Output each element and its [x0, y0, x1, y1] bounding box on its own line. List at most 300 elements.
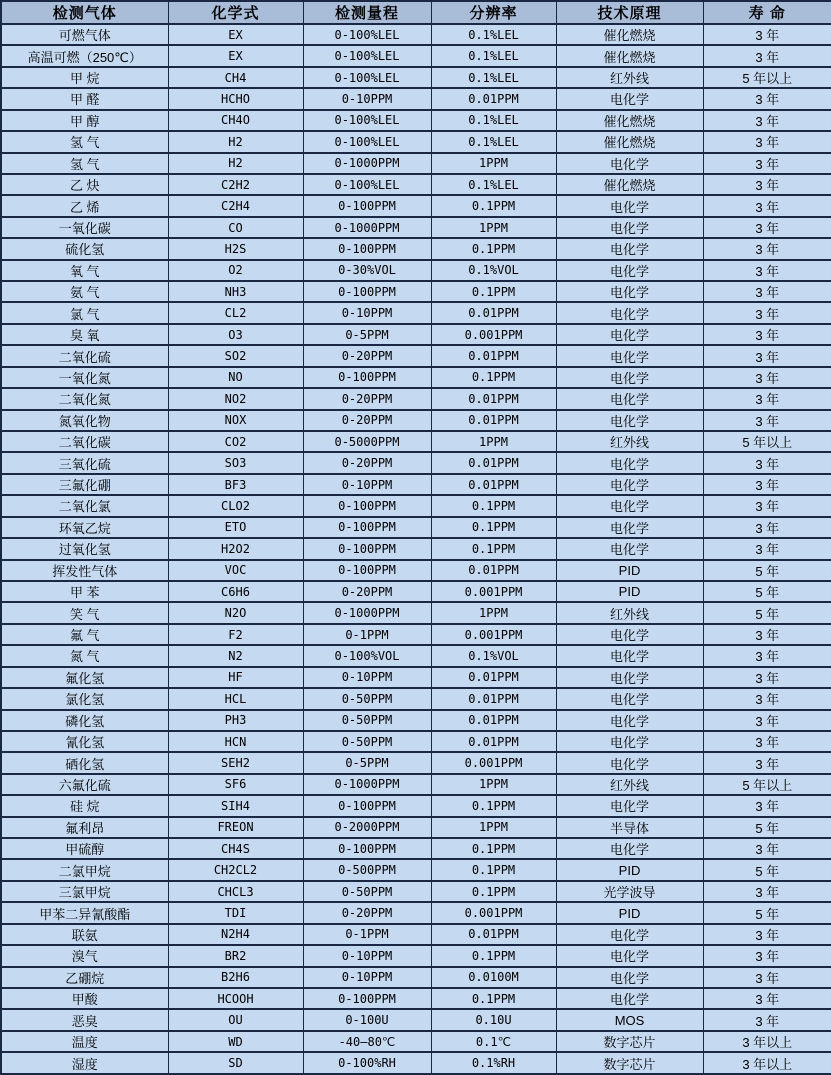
cell-principle: 电化学 [556, 667, 703, 688]
cell-gas-name: 氟化氢 [1, 667, 168, 688]
cell-formula: NO2 [168, 388, 303, 409]
cell-resolution: 0.1%LEL [431, 67, 556, 88]
cell-lifespan: 3 年 [703, 110, 831, 131]
cell-range: 0-100PPM [303, 281, 431, 302]
cell-lifespan: 3 年 [703, 710, 831, 731]
cell-lifespan: 5 年以上 [703, 774, 831, 795]
cell-resolution: 1PPM [431, 153, 556, 174]
cell-gas-name: 挥发性气体 [1, 560, 168, 581]
cell-formula: N2H4 [168, 924, 303, 945]
cell-formula: CO2 [168, 431, 303, 452]
cell-principle: 电化学 [556, 538, 703, 559]
cell-lifespan: 3 年 [703, 88, 831, 109]
cell-resolution: 0.01PPM [431, 560, 556, 581]
header-row [1, 1, 831, 24]
cell-gas-name: 三氧化硫 [1, 452, 168, 473]
cell-formula: BR2 [168, 945, 303, 966]
cell-lifespan: 5 年 [703, 817, 831, 838]
cell-formula: PH3 [168, 710, 303, 731]
cell-gas-name: 高温可燃（250℃） [1, 45, 168, 66]
cell-resolution: 0.1PPM [431, 238, 556, 259]
cell-formula: CH4S [168, 838, 303, 859]
cell-lifespan: 5 年 [703, 602, 831, 623]
cell-range: 0-50PPM [303, 731, 431, 752]
cell-principle: 半导体 [556, 817, 703, 838]
cell-principle: 电化学 [556, 731, 703, 752]
cell-lifespan: 3 年 [703, 881, 831, 902]
cell-principle: 电化学 [556, 281, 703, 302]
cell-resolution: 0.1PPM [431, 538, 556, 559]
cell-gas-name: 环氧乙烷 [1, 517, 168, 538]
cell-resolution: 0.001PPM [431, 324, 556, 345]
cell-gas-name: 甲 醛 [1, 88, 168, 109]
table-row [1, 495, 831, 516]
cell-range: 0-5PPM [303, 752, 431, 773]
cell-resolution: 0.001PPM [431, 624, 556, 645]
column-header-formula: 化学式 [168, 1, 303, 24]
cell-resolution: 0.1PPM [431, 195, 556, 216]
cell-resolution: 0.1PPM [431, 281, 556, 302]
cell-lifespan: 3 年 [703, 302, 831, 323]
cell-gas-name: 氮氧化物 [1, 410, 168, 431]
table-row [1, 45, 831, 66]
cell-principle: 催化燃烧 [556, 24, 703, 45]
cell-range: 0-10PPM [303, 945, 431, 966]
cell-gas-name: 可燃气体 [1, 24, 168, 45]
cell-lifespan: 5 年 [703, 859, 831, 880]
cell-lifespan: 3 年 [703, 517, 831, 538]
cell-principle: 电化学 [556, 924, 703, 945]
cell-lifespan: 3 年 [703, 324, 831, 345]
cell-principle: 红外线 [556, 774, 703, 795]
cell-formula: CH4O [168, 110, 303, 131]
cell-resolution: 0.001PPM [431, 752, 556, 773]
cell-range: 0-100%VOL [303, 645, 431, 666]
cell-formula: CHCL3 [168, 881, 303, 902]
cell-principle: 电化学 [556, 153, 703, 174]
cell-resolution: 0.1PPM [431, 838, 556, 859]
cell-resolution: 0.001PPM [431, 902, 556, 923]
cell-formula: CH2CL2 [168, 859, 303, 880]
cell-gas-name: 过氧化氢 [1, 538, 168, 559]
cell-gas-name: 氮 气 [1, 645, 168, 666]
cell-lifespan: 3 年 [703, 731, 831, 752]
cell-resolution: 0.1%LEL [431, 174, 556, 195]
cell-lifespan: 3 年 [703, 752, 831, 773]
table-row [1, 474, 831, 495]
cell-lifespan: 3 年 [703, 624, 831, 645]
cell-lifespan: 3 年 [703, 195, 831, 216]
cell-range: 0-100%RH [303, 1052, 431, 1074]
cell-formula: C2H2 [168, 174, 303, 195]
cell-principle: 光学波导 [556, 881, 703, 902]
cell-lifespan: 3 年 [703, 367, 831, 388]
cell-range: 0-20PPM [303, 345, 431, 366]
table-row [1, 538, 831, 559]
cell-gas-name: 一氧化氮 [1, 367, 168, 388]
cell-formula: SO3 [168, 452, 303, 473]
cell-lifespan: 3 年 [703, 281, 831, 302]
cell-lifespan: 3 年 [703, 131, 831, 152]
cell-lifespan: 3 年 [703, 924, 831, 945]
cell-resolution: 0.01PPM [431, 688, 556, 709]
cell-gas-name: 硒化氢 [1, 752, 168, 773]
table-row [1, 817, 831, 838]
cell-lifespan: 3 年 [703, 410, 831, 431]
cell-formula: NH3 [168, 281, 303, 302]
table-row [1, 517, 831, 538]
cell-range: 0-100PPM [303, 195, 431, 216]
table-row [1, 881, 831, 902]
cell-principle: PID [556, 560, 703, 581]
cell-resolution: 0.01PPM [431, 345, 556, 366]
cell-principle: 红外线 [556, 602, 703, 623]
cell-range: 0-100PPM [303, 988, 431, 1009]
cell-principle: PID [556, 581, 703, 602]
cell-resolution: 0.01PPM [431, 88, 556, 109]
cell-formula: CL2 [168, 302, 303, 323]
cell-formula: NO [168, 367, 303, 388]
cell-range: 0-100PPM [303, 367, 431, 388]
cell-resolution: 0.01PPM [431, 388, 556, 409]
cell-range: 0-100PPM [303, 517, 431, 538]
table-row [1, 67, 831, 88]
cell-formula: NOX [168, 410, 303, 431]
cell-range: 0-100%LEL [303, 131, 431, 152]
cell-principle: PID [556, 902, 703, 923]
cell-formula: HF [168, 667, 303, 688]
cell-range: -40—80℃ [303, 1031, 431, 1052]
cell-resolution: 0.01PPM [431, 474, 556, 495]
cell-range: 0-100%LEL [303, 45, 431, 66]
cell-lifespan: 3 年 [703, 474, 831, 495]
cell-range: 0-1000PPM [303, 774, 431, 795]
cell-gas-name: 笑 气 [1, 602, 168, 623]
cell-range: 0-20PPM [303, 902, 431, 923]
cell-principle: 催化燃烧 [556, 131, 703, 152]
table-row [1, 581, 831, 602]
cell-gas-name: 三氯甲烷 [1, 881, 168, 902]
table-row [1, 281, 831, 302]
cell-gas-name: 恶臭 [1, 1009, 168, 1030]
cell-principle: MOS [556, 1009, 703, 1030]
cell-gas-name: 甲 醇 [1, 110, 168, 131]
cell-gas-name: 氟 气 [1, 624, 168, 645]
cell-resolution: 1PPM [431, 217, 556, 238]
cell-gas-name: 二氧化氮 [1, 388, 168, 409]
cell-range: 0-100%LEL [303, 174, 431, 195]
cell-gas-name: 氢 气 [1, 131, 168, 152]
cell-resolution: 1PPM [431, 602, 556, 623]
cell-resolution: 1PPM [431, 774, 556, 795]
table-row [1, 688, 831, 709]
table-row [1, 174, 831, 195]
cell-gas-name: 二氯甲烷 [1, 859, 168, 880]
cell-range: 0-30%VOL [303, 260, 431, 281]
cell-range: 0-100PPM [303, 560, 431, 581]
cell-formula: H2O2 [168, 538, 303, 559]
cell-gas-name: 臭 氧 [1, 324, 168, 345]
table-row [1, 410, 831, 431]
cell-range: 0-50PPM [303, 881, 431, 902]
cell-range: 0-1000PPM [303, 217, 431, 238]
cell-lifespan: 3 年 [703, 153, 831, 174]
cell-resolution: 0.01PPM [431, 410, 556, 431]
cell-formula: FREON [168, 817, 303, 838]
cell-gas-name: 联氨 [1, 924, 168, 945]
cell-principle: 电化学 [556, 495, 703, 516]
cell-formula: ETO [168, 517, 303, 538]
cell-range: 0-1000PPM [303, 602, 431, 623]
table-row [1, 260, 831, 281]
cell-gas-name: 乙 炔 [1, 174, 168, 195]
cell-range: 0-10PPM [303, 474, 431, 495]
cell-principle: 电化学 [556, 260, 703, 281]
table-row [1, 667, 831, 688]
cell-lifespan: 3 年以上 [703, 1031, 831, 1052]
table-row [1, 967, 831, 988]
cell-gas-name: 氨 气 [1, 281, 168, 302]
cell-range: 0-100PPM [303, 538, 431, 559]
cell-resolution: 0.1%LEL [431, 45, 556, 66]
cell-principle: 红外线 [556, 431, 703, 452]
cell-formula: HCN [168, 731, 303, 752]
cell-resolution: 0.1%LEL [431, 24, 556, 45]
cell-principle: 电化学 [556, 88, 703, 109]
cell-principle: 电化学 [556, 217, 703, 238]
table-row [1, 153, 831, 174]
column-header-range: 检测量程 [303, 1, 431, 24]
cell-lifespan: 3 年 [703, 24, 831, 45]
table-row [1, 195, 831, 216]
cell-gas-name: 溴气 [1, 945, 168, 966]
cell-lifespan: 3 年 [703, 238, 831, 259]
cell-range: 0-5000PPM [303, 431, 431, 452]
cell-formula: H2S [168, 238, 303, 259]
cell-principle: 电化学 [556, 795, 703, 816]
cell-range: 0-100PPM [303, 495, 431, 516]
cell-resolution: 0.1PPM [431, 367, 556, 388]
cell-principle: 电化学 [556, 324, 703, 345]
table-row [1, 988, 831, 1009]
cell-range: 0-5PPM [303, 324, 431, 345]
cell-formula: HCOOH [168, 988, 303, 1009]
table-row [1, 88, 831, 109]
cell-lifespan: 3 年 [703, 45, 831, 66]
cell-formula: VOC [168, 560, 303, 581]
cell-range: 0-50PPM [303, 688, 431, 709]
cell-lifespan: 3 年 [703, 495, 831, 516]
cell-lifespan: 3 年 [703, 538, 831, 559]
table-row [1, 217, 831, 238]
cell-range: 0-20PPM [303, 388, 431, 409]
cell-resolution: 0.10U [431, 1009, 556, 1030]
cell-lifespan: 3 年 [703, 988, 831, 1009]
cell-resolution: 0.1℃ [431, 1031, 556, 1052]
column-header-gas-name: 检测气体 [1, 1, 168, 24]
cell-principle: 电化学 [556, 388, 703, 409]
cell-formula: CLO2 [168, 495, 303, 516]
cell-principle: 电化学 [556, 410, 703, 431]
cell-principle: 电化学 [556, 517, 703, 538]
cell-principle: 电化学 [556, 967, 703, 988]
cell-formula: O3 [168, 324, 303, 345]
cell-principle: PID [556, 859, 703, 880]
cell-lifespan: 5 年以上 [703, 431, 831, 452]
cell-resolution: 0.1%VOL [431, 260, 556, 281]
cell-gas-name: 二氧化硫 [1, 345, 168, 366]
cell-formula: EX [168, 24, 303, 45]
cell-principle: 电化学 [556, 367, 703, 388]
cell-gas-name: 甲苯二异氰酸酯 [1, 902, 168, 923]
cell-lifespan: 3 年 [703, 795, 831, 816]
table-row [1, 131, 831, 152]
table-row [1, 1052, 831, 1074]
cell-resolution: 0.1%LEL [431, 110, 556, 131]
cell-resolution: 0.1PPM [431, 495, 556, 516]
cell-formula: O2 [168, 260, 303, 281]
table-row [1, 774, 831, 795]
cell-principle: 电化学 [556, 688, 703, 709]
cell-range: 0-100%LEL [303, 67, 431, 88]
cell-gas-name: 氢 气 [1, 153, 168, 174]
cell-formula: EX [168, 45, 303, 66]
table-row [1, 367, 831, 388]
cell-gas-name: 氟利昂 [1, 817, 168, 838]
cell-resolution: 0.01PPM [431, 667, 556, 688]
cell-gas-name: 一氧化碳 [1, 217, 168, 238]
cell-resolution: 0.1%LEL [431, 131, 556, 152]
cell-formula: BF3 [168, 474, 303, 495]
cell-lifespan: 5 年以上 [703, 67, 831, 88]
cell-lifespan: 5 年 [703, 902, 831, 923]
cell-lifespan: 5 年 [703, 560, 831, 581]
table-row [1, 859, 831, 880]
cell-formula: F2 [168, 624, 303, 645]
cell-principle: 催化燃烧 [556, 174, 703, 195]
cell-range: 0-20PPM [303, 581, 431, 602]
table-row [1, 838, 831, 859]
cell-lifespan: 3 年 [703, 217, 831, 238]
cell-range: 0-100%LEL [303, 110, 431, 131]
cell-lifespan: 3 年 [703, 345, 831, 366]
table-row [1, 1009, 831, 1030]
cell-formula: H2 [168, 131, 303, 152]
cell-principle: 数字芯片 [556, 1052, 703, 1074]
cell-resolution: 1PPM [431, 817, 556, 838]
table-row [1, 795, 831, 816]
cell-lifespan: 3 年 [703, 174, 831, 195]
cell-principle: 电化学 [556, 195, 703, 216]
cell-range: 0-10PPM [303, 667, 431, 688]
cell-principle: 电化学 [556, 238, 703, 259]
cell-principle: 催化燃烧 [556, 110, 703, 131]
cell-formula: H2 [168, 153, 303, 174]
cell-principle: 红外线 [556, 67, 703, 88]
cell-gas-name: 甲 烷 [1, 67, 168, 88]
cell-lifespan: 3 年 [703, 967, 831, 988]
cell-range: 0-20PPM [303, 452, 431, 473]
cell-formula: WD [168, 1031, 303, 1052]
cell-formula: SD [168, 1052, 303, 1074]
cell-formula: B2H6 [168, 967, 303, 988]
cell-principle: 数字芯片 [556, 1031, 703, 1052]
table-row [1, 945, 831, 966]
cell-principle: 电化学 [556, 624, 703, 645]
table-row [1, 924, 831, 945]
cell-resolution: 0.1PPM [431, 859, 556, 880]
cell-resolution: 0.1PPM [431, 881, 556, 902]
table-row [1, 560, 831, 581]
cell-lifespan: 3 年 [703, 667, 831, 688]
cell-lifespan: 3 年 [703, 452, 831, 473]
cell-lifespan: 3 年 [703, 945, 831, 966]
cell-formula: CH4 [168, 67, 303, 88]
cell-gas-name: 氯 气 [1, 302, 168, 323]
cell-resolution: 0.01PPM [431, 302, 556, 323]
cell-resolution: 0.01PPM [431, 452, 556, 473]
cell-gas-name: 甲酸 [1, 988, 168, 1009]
cell-resolution: 1PPM [431, 431, 556, 452]
cell-formula: HCL [168, 688, 303, 709]
cell-principle: 电化学 [556, 302, 703, 323]
cell-range: 0-100%LEL [303, 24, 431, 45]
cell-resolution: 0.1PPM [431, 795, 556, 816]
cell-principle: 电化学 [556, 474, 703, 495]
cell-range: 0-20PPM [303, 410, 431, 431]
table-row [1, 345, 831, 366]
cell-gas-name: 氰化氢 [1, 731, 168, 752]
table-row [1, 302, 831, 323]
table-row [1, 110, 831, 131]
cell-principle: 电化学 [556, 452, 703, 473]
cell-resolution: 0.001PPM [431, 581, 556, 602]
cell-gas-name: 甲硫醇 [1, 838, 168, 859]
cell-gas-name: 氯化氢 [1, 688, 168, 709]
cell-lifespan: 3 年 [703, 838, 831, 859]
cell-formula: SO2 [168, 345, 303, 366]
cell-range: 0-1PPM [303, 624, 431, 645]
cell-resolution: 0.1PPM [431, 517, 556, 538]
cell-range: 0-10PPM [303, 88, 431, 109]
cell-formula: N2 [168, 645, 303, 666]
cell-resolution: 0.1PPM [431, 988, 556, 1009]
cell-principle: 电化学 [556, 838, 703, 859]
cell-range: 0-100U [303, 1009, 431, 1030]
table-row [1, 24, 831, 45]
cell-principle: 催化燃烧 [556, 45, 703, 66]
cell-range: 0-500PPM [303, 859, 431, 880]
cell-formula: CO [168, 217, 303, 238]
cell-lifespan: 3 年以上 [703, 1052, 831, 1074]
cell-gas-name: 三氟化硼 [1, 474, 168, 495]
table-row [1, 902, 831, 923]
cell-lifespan: 3 年 [703, 688, 831, 709]
cell-gas-name: 乙 烯 [1, 195, 168, 216]
cell-resolution: 0.01PPM [431, 731, 556, 752]
cell-range: 0-1PPM [303, 924, 431, 945]
cell-gas-name: 氧 气 [1, 260, 168, 281]
cell-range: 0-100PPM [303, 795, 431, 816]
cell-gas-name: 二氧化氯 [1, 495, 168, 516]
table-row [1, 624, 831, 645]
table-row [1, 602, 831, 623]
cell-gas-name: 温度 [1, 1031, 168, 1052]
cell-formula: HCHO [168, 88, 303, 109]
cell-formula: C6H6 [168, 581, 303, 602]
cell-lifespan: 3 年 [703, 1009, 831, 1030]
cell-lifespan: 3 年 [703, 388, 831, 409]
